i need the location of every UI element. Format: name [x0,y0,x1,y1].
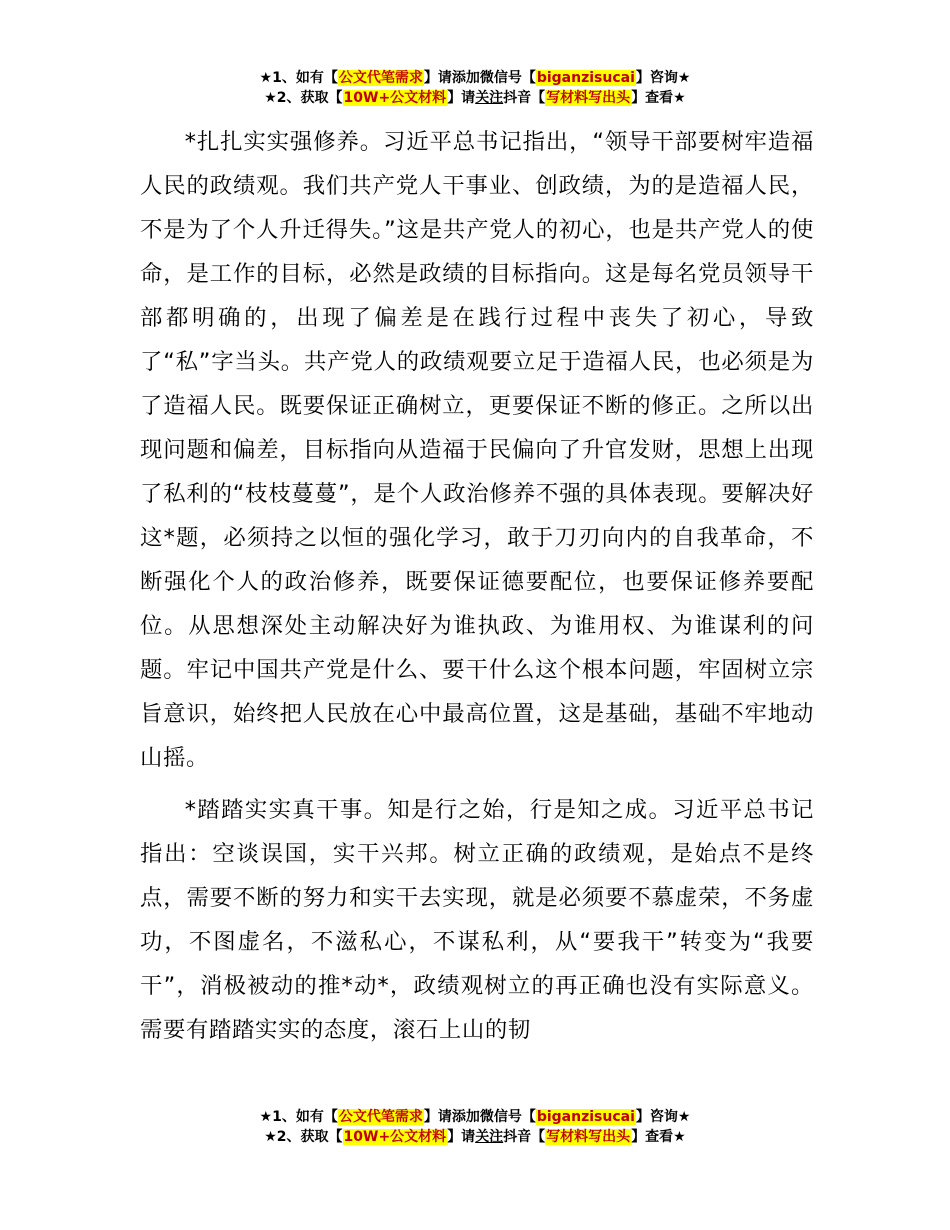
document-body [140,120,814,1052]
banner-text: 添加 [451,1109,480,1125]
highlight-wechat-id: biganzisucai [536,1109,635,1125]
header-banner [0,68,950,108]
banner-text: 微信号【 [479,1109,536,1125]
banner-text: 】请 [423,70,452,86]
banner-line-1 [0,1107,950,1127]
banner-text: 】咨询★ [635,70,691,86]
highlight-service: 公文代笔需求 [338,70,423,86]
banner-text: ★2、获取【 [264,90,343,106]
highlight-materials: 10W+公文材料 [343,1129,447,1145]
banner-text: 】查看★ [631,1129,686,1145]
highlight-wechat-id: biganzisucai [536,70,635,86]
banner-text: 抖音【 [503,1129,546,1145]
highlight-service: 公文代笔需求 [338,1109,423,1125]
banner-text: 】请 [447,90,476,106]
banner-line-2 [0,88,950,108]
banner-text-underlined: 关注 [475,1129,504,1145]
highlight-douyin-account: 写材料写出头 [546,1129,631,1145]
banner-text: 】咨询★ [635,1109,691,1125]
banner-text: 微信号【 [479,70,536,86]
banner-text: ★1、如有【 [259,70,338,86]
banner-line-1 [0,68,950,88]
banner-text: 】请 [423,1109,452,1125]
banner-text: 】查看★ [631,90,686,106]
banner-text: 添加 [451,70,480,86]
highlight-douyin-account: 写材料写出头 [546,90,631,106]
banner-text: 】请 [447,1129,476,1145]
paragraph: *踏踏实实真干事。知是行之始，行是知之成。习近平总书记指出：空谈误国，实干兴邦。树立正确的政绩观，是始点不是终点，需要不断的努力和实干去实现，就是必须要不慕虚荣，不务虚功，不图虚名，不滋私心，不谋私利，从“要我干”转变为“我要干”，消极被动的推*动*，政绩观树立的再正确也没有实际意义。需要有踏踏实实的态度，滚石上山的韧 [140,797,814,1043]
banner-text: ★1、如有【 [259,1109,338,1125]
banner-line-2 [0,1127,950,1147]
banner-text: 抖音【 [503,90,546,106]
banner-text: ★2、获取【 [264,1129,343,1145]
banner-text-underlined: 关注 [475,90,504,106]
highlight-materials: 10W+公文材料 [343,90,447,106]
paragraph: *扎扎实实强修养。习近平总书记指出，“领导干部要树牢造福人民的政绩观。我们共产党人干事业、创政绩，为的是造福人民，不是为了个人升迁得失。”这是共产党人的初心，也是共产党人的使命，是工作的目标，必然是政绩的目标指向。这是每名党员领导干部都明确的，出现了偏差是在践行过程中丧失了初心，导致了“私”字当头。共产党人的政绩观要立足于造福人民，也必须是为了造福人民。既要保证正确树立，更要保证不断的修正。之所以出现问题和偏差，目标指向从造福于民偏向了升官发财，思想上出现了私利的“枝枝蔓蔓”，是个人政治修养不强的具体表现。要解决好这*题，必须持之以恒的强化学习，敢于刀刃向内的自我革命，不断强化个人的政治修养，既要保证德要配位，也要保证修养要配位。从思想深处主动解决好为谁执政、为谁用权、为谁谋利的问题。牢记中国共产党是什么、要干什么这个根本问题，牢固树立宗旨意识，始终把人民放在心中最高位置，这是基础，基础不牢地动山摇。 [140,129,814,771]
footer-banner [0,1107,950,1147]
